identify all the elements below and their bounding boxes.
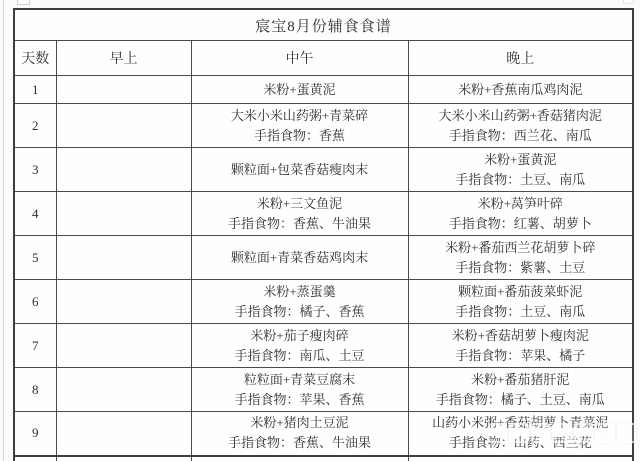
meal-line: 大米小米山药粥+香菇猪肉泥 — [438, 107, 602, 123]
cutoff-cell — [191, 456, 408, 461]
table-row — [14, 192, 633, 236]
day-cell: 3 — [14, 148, 56, 192]
meal-line: 手指食物：土豆、南瓜 — [455, 171, 586, 187]
meal-line: 米粉+茄子瘦肉碎 — [250, 327, 349, 343]
noon-cell — [191, 324, 408, 368]
table-row — [14, 412, 633, 456]
table-row — [14, 104, 633, 148]
table-row — [14, 148, 633, 192]
day-cell: 7 — [14, 324, 56, 368]
morning-cell — [56, 280, 191, 324]
meal-line: 米粉+香蕉南瓜鸡肉泥 — [458, 81, 583, 97]
baby-food-schedule-table — [13, 8, 634, 461]
meal-line: 粒粒面+青菜豆腐末 — [243, 371, 356, 387]
noon-cell — [191, 148, 408, 192]
noon-cell — [191, 76, 408, 104]
column-header-morning: 早上 — [56, 41, 191, 76]
morning-cell — [56, 148, 191, 192]
evening-cell — [408, 412, 633, 456]
cutoff-cell — [408, 456, 633, 461]
scan-corner-artifact-right — [623, 0, 634, 4]
header-row — [14, 41, 633, 76]
evening-cell — [408, 148, 633, 192]
morning-cell — [56, 324, 191, 368]
meal-line: 大米小米山药粥+青菜碎 — [230, 107, 369, 123]
meal-line: 米粉+蛋黄泥 — [263, 81, 336, 97]
meal-line: 手指食物：西兰花、南瓜 — [448, 127, 592, 143]
noon-cell — [191, 368, 408, 412]
day-cell: 8 — [14, 368, 56, 412]
scan-corner-artifact — [17, 0, 30, 5]
meal-line: 手指食物：山药、西兰花 — [448, 435, 592, 451]
morning-cell — [56, 104, 191, 148]
table-row — [14, 76, 633, 104]
noon-cell — [191, 104, 408, 148]
meal-line: 手指食物：南瓜、土豆 — [234, 347, 365, 363]
noon-cell — [191, 280, 408, 324]
day-cell: 9 — [14, 412, 56, 456]
meal-line: 手指食物：紫薯、土豆 — [455, 259, 586, 275]
table-body — [14, 76, 633, 461]
morning-cell — [56, 368, 191, 412]
meal-line: 米粉+香菇胡萝卜瘦肉泥 — [451, 327, 589, 343]
day-cell: 6 — [14, 280, 56, 324]
title-row — [14, 9, 633, 41]
column-header-day: 天数 — [14, 41, 56, 76]
table-row — [14, 236, 633, 280]
meal-line: 米粉+蒸蛋羹 — [263, 283, 336, 299]
evening-cell — [408, 76, 633, 104]
day-cell: 4 — [14, 192, 56, 236]
meal-line: 手指食物：土豆、南瓜 — [455, 303, 586, 319]
meal-line: 手指食物：苹果、橘子 — [455, 347, 586, 363]
meal-line: 手指食物：香蕉、牛油果 — [227, 435, 371, 451]
morning-cell — [56, 192, 191, 236]
column-header-noon: 中午 — [191, 41, 408, 76]
noon-cell — [191, 192, 408, 236]
meal-line: 手指食物：橘子、土豆、南瓜 — [435, 391, 605, 407]
table-row — [14, 324, 633, 368]
meal-line: 颗粒面+包菜香菇瘦肉末 — [230, 161, 369, 177]
evening-cell — [408, 192, 633, 236]
table-row — [14, 368, 633, 412]
meal-line: 米粉+番茄猪肝泥 — [471, 371, 570, 387]
meal-line: 米粉+三文鱼泥 — [256, 195, 343, 211]
evening-cell — [408, 236, 633, 280]
column-header-evening: 晚上 — [408, 41, 633, 76]
table-title: 宸宝8月份辅食食谱 — [14, 9, 633, 41]
day-cell: 5 — [14, 236, 56, 280]
meal-line: 米粉+莴笋叶碎 — [477, 195, 563, 211]
meal-line: 颗粒面+番茄菠菜虾泥 — [458, 283, 583, 299]
evening-cell — [408, 324, 633, 368]
noon-cell — [191, 412, 408, 456]
morning-cell — [56, 236, 191, 280]
meal-line: 手指食物：香蕉 — [253, 127, 345, 143]
meal-line: 手指食物：红薯、胡萝卜 — [448, 215, 592, 231]
meal-line: 山药小米粥+香菇胡萝卜青菜泥 — [432, 415, 609, 431]
meal-line: 手指食物：香蕉、牛油果 — [227, 215, 371, 231]
meal-line: 米粉+猪肉土豆泥 — [250, 415, 349, 431]
evening-cell — [408, 368, 633, 412]
meal-line: 米粉+蛋黄泥 — [484, 151, 557, 167]
morning-cell — [56, 412, 191, 456]
scan-edge-line — [3, 0, 4, 461]
cutoff-cell — [14, 456, 56, 461]
day-cell: 1 — [14, 76, 56, 104]
cutoff-row — [14, 456, 633, 461]
evening-cell — [408, 104, 633, 148]
noon-cell — [191, 236, 408, 280]
meal-line: 颗粒面+青菜香菇鸡肉末 — [230, 249, 369, 265]
day-cell: 2 — [14, 104, 56, 148]
cutoff-cell — [56, 456, 191, 461]
meal-line: 手指食物：橘子、香蕉 — [234, 303, 365, 319]
table-row — [14, 280, 633, 324]
meal-line: 手指食物：苹果、香蕉 — [234, 391, 365, 407]
morning-cell — [56, 76, 191, 104]
evening-cell — [408, 280, 633, 324]
meal-line: 米粉+番茄西兰花胡萝卜碎 — [445, 239, 596, 255]
